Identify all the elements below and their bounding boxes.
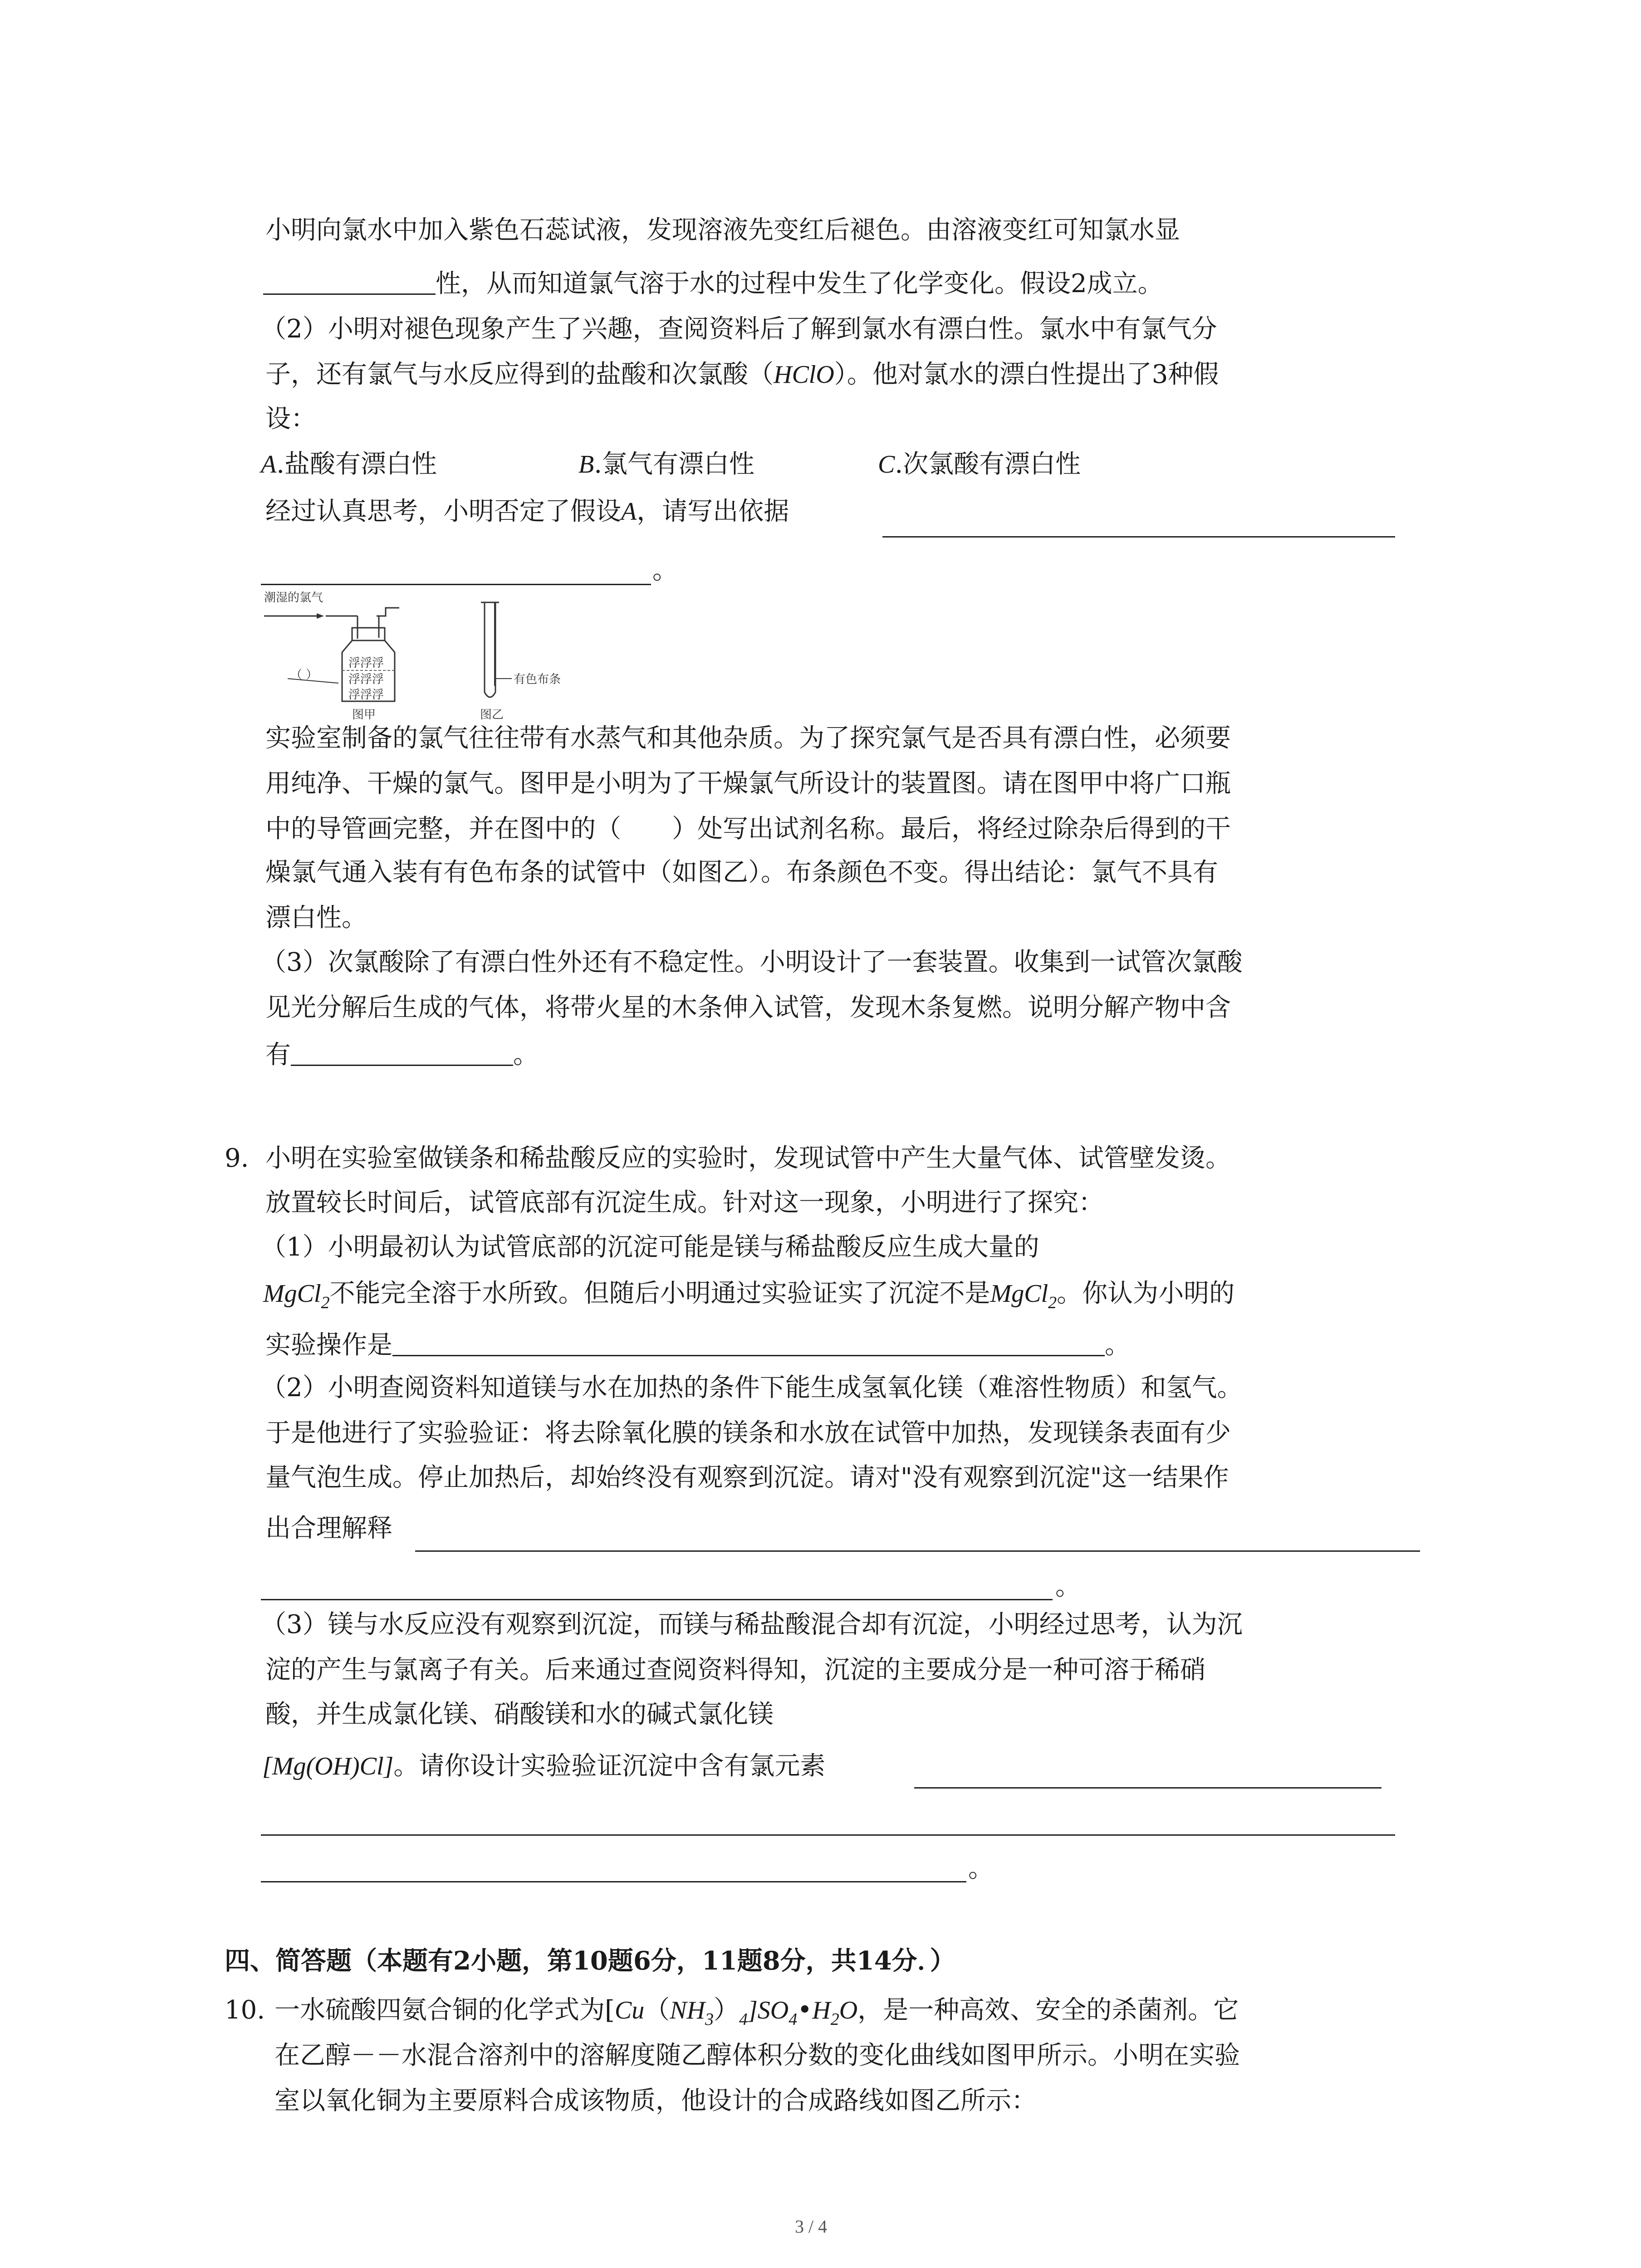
option-b-letter: B [578,450,594,479]
dot: • [797,1995,813,2025]
q9-s1-line3 [265,1329,1130,1362]
period: 。 [513,1040,539,1070]
q9-s1-line3-text: 实验操作是 [265,1330,392,1360]
q10-number: 10. [225,1995,265,2025]
answer-blank-explain-1[interactable] [415,1550,1420,1552]
apparatus-figure [263,590,608,726]
svg-text:浮浮浮: 浮浮浮 [348,688,384,702]
figure-jia [264,591,399,722]
q10-line1 [274,1994,1239,2036]
q8-p4-line2: 见光分解后生成的气体，将带火星的木条伸入试管，发现木条复燃。说明分解产物中含 [265,993,1231,1022]
paren-close: ） [714,1995,740,2025]
q8-p4-line3 [265,1039,539,1071]
q9-s1-line2-b: 不能完全溶于水所致。但随后小明通过实验证实了沉淀不是 [329,1279,990,1308]
option-a-text: .盐酸有漂白性 [276,450,437,479]
q9-s3-line1: （3）镁与水反应没有观察到沉淀，而镁与稀盐酸混合却有沉淀，小明经过思考，认为沉 [261,1610,1243,1639]
formula-h: H [812,1996,831,2024]
period: 。 [1055,1572,1081,1601]
label-moist-chlorine: 潮湿的氯气 [264,591,323,605]
q9-s1-line1: （1）小明最初认为试管底部的沉淀可能是镁与稀盐酸反应生成大量的 [261,1232,1039,1262]
q8-p1-line2-text: 性，从而知道氯气溶于水的过程中发生了化学变化。假设2成立。 [436,269,1163,298]
q8-p2-line5-b: ，请写出依据 [637,497,789,526]
svg-text:浮浮浮: 浮浮浮 [348,673,384,686]
subscript-4: 4 [789,2010,798,2029]
label-colored-cloth: 有色布条 [514,673,561,686]
q9-s1-line2 [263,1277,1234,1319]
q9-s3-line3: 酸，并生成氯化镁、硝酸镁和水的碱式氯化镁 [265,1700,774,1729]
formula-mgcl2: MgCl [990,1280,1048,1308]
q9-line2: 放置较长时间后，试管底部有沉淀生成。针对这一现象，小明进行了探究： [265,1188,1104,1217]
answer-blank-design-1[interactable] [914,1787,1381,1789]
var-a: A [621,498,637,526]
q9-s2-line1: （2）小明查阅资料知道镁与水在加热的条件下能生成氢氧化镁（难溶性物质）和氢气。 [261,1373,1243,1403]
q10-line3: 室以氧化铜为主要原料合成该物质，他设计的合成路线如图乙所示： [274,2086,1037,2116]
option-c-text: .次氯酸有漂白性 [895,450,1081,479]
option-c [878,448,1081,481]
page-number: 3 / 4 [795,2216,828,2237]
formula-so: ]SO [748,1996,789,2024]
q8-p1-line1: 小明向氯水中加入紫色石蕊试液，发现溶液先变红后褪色。由溶液变红可知氯水显 [265,215,1180,245]
subscript-2: 2 [321,1293,330,1312]
arrow-icon [317,613,324,619]
q8-p2-line2-b: ）。他对氯水的漂白性提出了3种假 [834,360,1219,389]
q8-p1-line2 [263,268,1163,300]
answer-blank-product[interactable] [291,1039,513,1066]
q10-line1-b: ，是一种高效、安全的杀菌剂。它 [857,1995,1239,2025]
label-figure-jia: 图甲 [352,708,376,722]
period: 。 [968,1854,994,1883]
label-reagent-blank: （ ） [290,668,318,682]
figure-yi [480,602,561,722]
option-b-text: .氯气有漂白性 [594,450,755,479]
q10-line1-a: 一水硫酸四氨合铜的化学式为[ [274,1995,615,2025]
option-a [261,448,437,481]
q9-line1: 小明在实验室做镁条和稀盐酸反应的实验时，发现试管中产生大量气体、试管壁发烫。 [265,1144,1231,1173]
q9-s3-line4-b: 。请你设计实验验证沉淀中含有氯元素 [393,1751,826,1781]
formula-nh: NH [670,1996,705,2024]
q10-line2: 在乙醇－－水混合溶剂中的溶解度随乙醇体积分数的变化曲线如图甲所示。小明在实验 [274,2041,1240,2070]
q9-number: 9. [225,1144,249,1173]
q8-p4-line1: （3）次氯酸除了有漂白性外还有不稳定性。小明设计了一套装置。收集到一试管次氯酸 [261,948,1243,977]
q8-p3-line2: 用纯净、干燥的氯气。图甲是小明为了干燥氯气所设计的装置图。请在图甲中将广口瓶 [265,769,1231,798]
q9-s2-line3: 量气泡生成。停止加热后，却始终没有观察到沉淀。请对"没有观察到沉淀"这一结果作 [265,1463,1229,1492]
formula-o: O [839,1996,858,2024]
option-c-letter: C [878,450,895,479]
q8-p3-line4: 燥氯气通入装有有色布条的试管中（如图乙）。布条颜色不变。得出结论：氯气不具有 [265,858,1218,887]
answer-blank-design-2[interactable] [261,1834,1395,1836]
subscript-3: 3 [705,2010,714,2029]
q8-p2-line5 [265,495,789,528]
svg-text:浮浮浮: 浮浮浮 [348,656,384,670]
answer-blank-operation[interactable] [392,1330,1105,1356]
q8-p2-line3: 设： [265,404,316,434]
q9-s3-line2: 淀的产生与氯离子有关。后来通过查阅资料得知，沉淀的主要成分是一种可溶于稀硝 [265,1655,1205,1685]
q8-p2-line1: （2）小明对褪色现象产生了兴趣，查阅资料后了解到氯水有漂白性。氯水中有氯气分 [261,314,1217,344]
option-b [578,448,754,481]
outlet-tube [377,608,399,616]
answer-blank-explain-2[interactable] [261,1599,1053,1600]
period: 。 [652,556,678,585]
option-a-letter: A [261,450,277,479]
q9-s3-line4 [262,1750,825,1783]
q8-p3-line5: 漂白性。 [265,903,367,933]
q8-p2-line2 [265,358,1219,391]
formula-mgohcl: [Mg(OH)Cl] [262,1752,394,1780]
q9-s2-line2: 于是他进行了实验验证：将去除氧化膜的镁条和水放在试管中加热，发现镁条表面有少 [265,1418,1231,1448]
formula-cu: Cu [614,1996,645,2024]
period: 。 [1105,1330,1130,1360]
formula-mgcl2: MgCl [263,1280,321,1308]
answer-blank-basis-1[interactable] [882,536,1395,538]
subscript-2: 2 [830,2010,839,2029]
section-heading: 四、简答题（本题有2小题，第10题6分，11题8分，共14分．） [225,1946,955,1976]
q8-p3-line1: 实验室制备的氯气往往带有水蒸气和其他杂质。为了探究氯气是否具有漂白性，必须要 [265,723,1231,753]
answer-blank-acidity[interactable] [263,268,436,295]
answer-blank-design-3[interactable] [261,1881,966,1882]
subscript-2: 2 [1048,1293,1057,1312]
q9-s1-line2-c: 。你认为小明的 [1057,1279,1235,1308]
subscript-4: 4 [739,2010,748,2029]
answer-blank-basis-2[interactable] [261,584,651,585]
q8-p2-line5-a: 经过认真思考，小明否定了假设 [265,497,621,526]
q8-p3-line3: 中的导管画完整，并在图中的（ ）处写出试剂名称。最后，将经过除杂后得到的干 [265,814,1231,844]
q8-p2-line2-a: 子，还有氯气与水反应得到的盐酸和次氯酸（ [265,360,774,389]
label-figure-yi: 图乙 [480,708,504,722]
q9-s2-line4: 出合理解释 [265,1514,392,1543]
test-tube [485,602,495,697]
paren-open: （ [644,1995,670,2025]
q8-p4-line3-text: 有 [265,1040,291,1070]
formula-hclo: HClO [774,361,834,389]
